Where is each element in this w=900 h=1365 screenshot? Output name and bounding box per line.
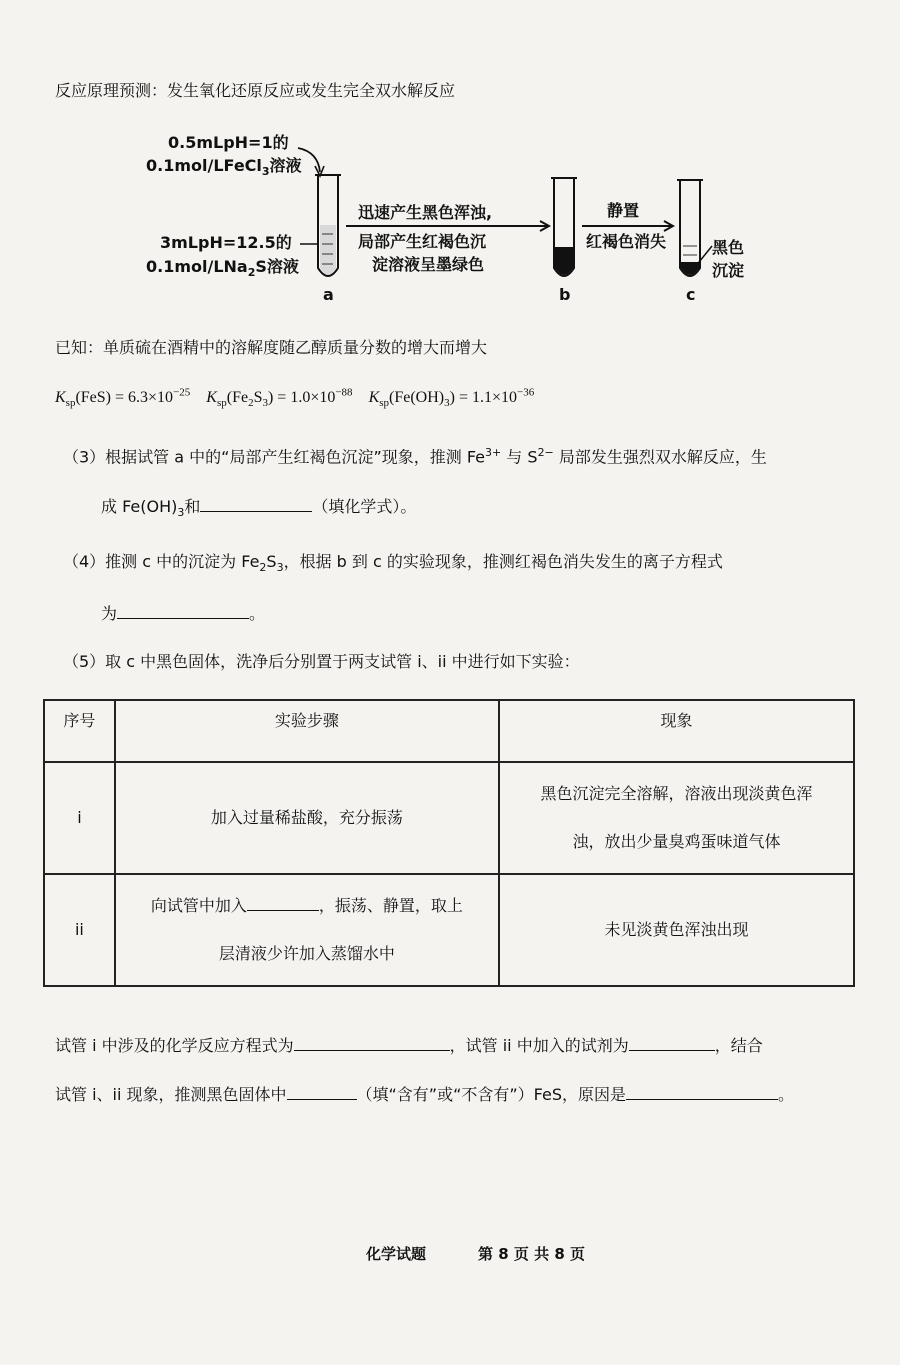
experiment-table [43, 699, 855, 987]
arrow-1-label-line3: 淀溶液呈墨绿色 [372, 255, 485, 274]
q3-answer-blank[interactable] [200, 495, 312, 512]
q3-line1: （3）根据试管 a 中的“局部产生红褐色沉淀”现象，推测 $Fe^{3+}$ 与 $S^{2-}$ 局部发生强烈双水解反应，生 [63, 446, 767, 467]
header-phenomenon: 现象 [499, 700, 854, 762]
tube-c-label: c [686, 285, 696, 304]
q5-intro: （5）取 c 中黑色固体，洗净后分别置于两支试管 i、ii 中进行如下实验： [63, 652, 580, 671]
header-steps: 实验步骤 [115, 700, 499, 762]
test-tube-b [551, 178, 577, 276]
reason-blank[interactable] [626, 1083, 778, 1100]
table-header-row [44, 700, 854, 762]
tail-line1: 试管 i 中涉及的化学反应方程式为 ，试管 ii 中加入的试剂为 ，结合 [55, 1036, 763, 1055]
reagent-top-line1: 0.5mLpH=1的 [168, 133, 289, 152]
arrow-1-label-line2: 局部产生红褐色沉 [358, 232, 487, 251]
arrow-2-label-bottom: 红褐色消失 [586, 232, 667, 251]
row-i-step: 加入过量稀盐酸，充分振荡 [115, 762, 499, 874]
tube-a-label: a [323, 285, 334, 304]
reagent-bottom-line2: 0.1mol/LNa$_2$S溶液 [146, 257, 299, 280]
q4-line2: 为 。 [101, 604, 266, 623]
table-row [44, 762, 854, 874]
precipitate-label-line1: 黑色 [712, 238, 745, 257]
intro-line: 反应原理预测：发生氧化还原反应或发生完全双水解反应 [55, 81, 456, 100]
row-i-id: i [44, 762, 115, 874]
reagent-top-line2: 0.1mol/LFeCl$_3$溶液 [146, 156, 302, 179]
known-line: 已知：单质硫在酒精中的溶解度随乙醇质量分数的增大而增大 [55, 338, 488, 357]
row-i-observation: 黑色沉淀完全溶解，溶液出现淡黄色浑 浊，放出少量臭鸡蛋味道气体 [499, 762, 854, 874]
row-ii-observation: 未见淡黄色浑浊出现 [499, 874, 854, 986]
ksp-feoh3: $K_{sp}(Fe(OH)_3) = 1.1\times 10^{-36}$ [368, 387, 535, 410]
table-row [44, 874, 854, 986]
reagent-bottom-line1: 3mLpH=12.5的 [160, 233, 292, 252]
equation-blank[interactable] [294, 1034, 450, 1051]
row-ii-id: ii [44, 874, 115, 986]
footer-subject: 化学试题 [366, 1245, 427, 1263]
reaction-diagram [0, 0, 900, 320]
footer-page-number: 第 8 页 共 8 页 [478, 1245, 585, 1263]
row-ii-reagent-blank[interactable] [247, 894, 319, 911]
reagent-blank[interactable] [629, 1034, 715, 1051]
ksp-line [55, 387, 534, 410]
arrow-1-label-line1: 迅速产生黑色浑浊, [358, 203, 493, 222]
q4-answer-blank[interactable] [117, 602, 249, 619]
precipitate-pointer [695, 246, 712, 267]
ksp-fe2s3: $K_{sp}(Fe_2S_3) = 1.0\times 10^{-88}$ [206, 387, 353, 410]
tube-b-label: b [559, 285, 571, 304]
contains-fes-blank[interactable] [287, 1083, 357, 1100]
q4-line1: （4）推测 c 中的沉淀为 $Fe_2S_3$，根据 b 到 c 的实验现象，推测红褐色消失发生的离子方程式 [63, 552, 723, 575]
row-ii-step: 向试管中加入 ，振荡、静置，取上 层清液少许加入蒸馏水中 [115, 874, 499, 986]
ksp-fes: $K_{sp}(FeS) = 6.3\times 10^{-25}$ [55, 387, 191, 410]
precipitate-label-line2: 沉淀 [712, 261, 745, 280]
test-tube-a [315, 175, 341, 276]
header-serial: 序号 [44, 700, 115, 762]
arrow-2-label-top: 静置 [607, 201, 640, 220]
tail-line2: 试管 i、ii 现象，推测黑色固体中 （填“含有”或“不含有”）FeS，原因是 。 [55, 1085, 795, 1104]
q3-line2: 成 $Fe(OH)_3$和 （填化学式）。 [101, 497, 417, 520]
